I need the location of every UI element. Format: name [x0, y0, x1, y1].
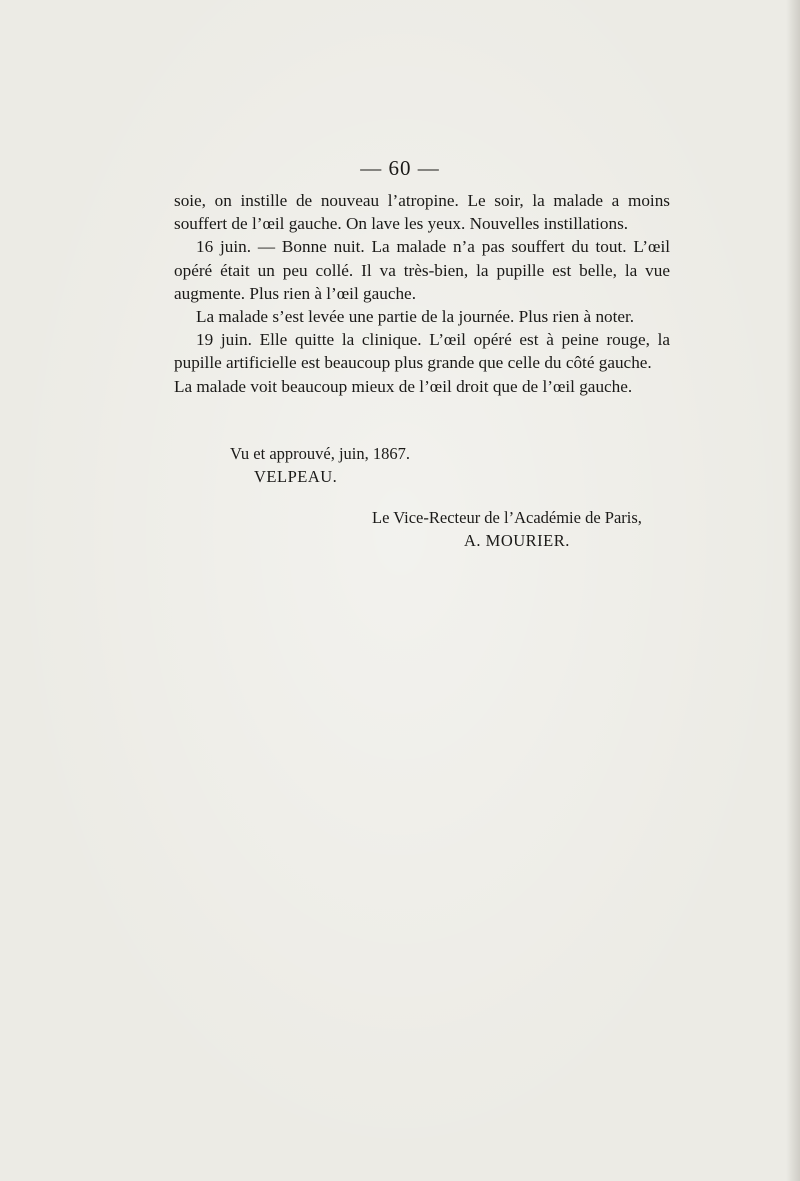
text-line: La malade s’est levée une partie de la journée. Plus rien à noter.: [196, 307, 635, 327]
approval-signer: VELPEAU.: [254, 467, 338, 486]
rector-signer: A. MOURIER.: [464, 531, 570, 550]
rector-block: [372, 506, 642, 552]
text-line: soie, on instille de nouveau l’atropine. Le soir, la malade a moins: [174, 191, 670, 210]
text-line: augmente. Plus rien à l’œil gauche.: [174, 283, 416, 303]
text-line: souffert de l’œil gauche. On lave les yeux. Nouvelles instillations.: [174, 214, 629, 234]
approval-statement: Vu et approuvé, juin, 1867.: [230, 444, 411, 463]
text-line: opéré était un peu collé. Il va très-bien, la pupille est belle, la vue: [174, 260, 670, 280]
text-line: pupille artificielle est beaucoup plus grande que celle du côté gauche.: [174, 353, 652, 373]
approval-block: [230, 442, 410, 488]
body-text: [174, 189, 670, 398]
text-line: 19 juin. Elle quitte la clinique. L’œil opéré est à peine rouge, la: [196, 330, 670, 350]
rector-title: Le Vice-Recteur de l’Académie de Paris,: [372, 508, 642, 527]
text-line: La malade voit beaucoup mieux de l’œil droit que de l’œil gauche.: [174, 376, 633, 396]
page-number: — 60 —: [360, 156, 440, 180]
text-line: 16 juin. — Bonne nuit. La malade n’a pas souffert du tout. L’œil: [196, 237, 670, 257]
